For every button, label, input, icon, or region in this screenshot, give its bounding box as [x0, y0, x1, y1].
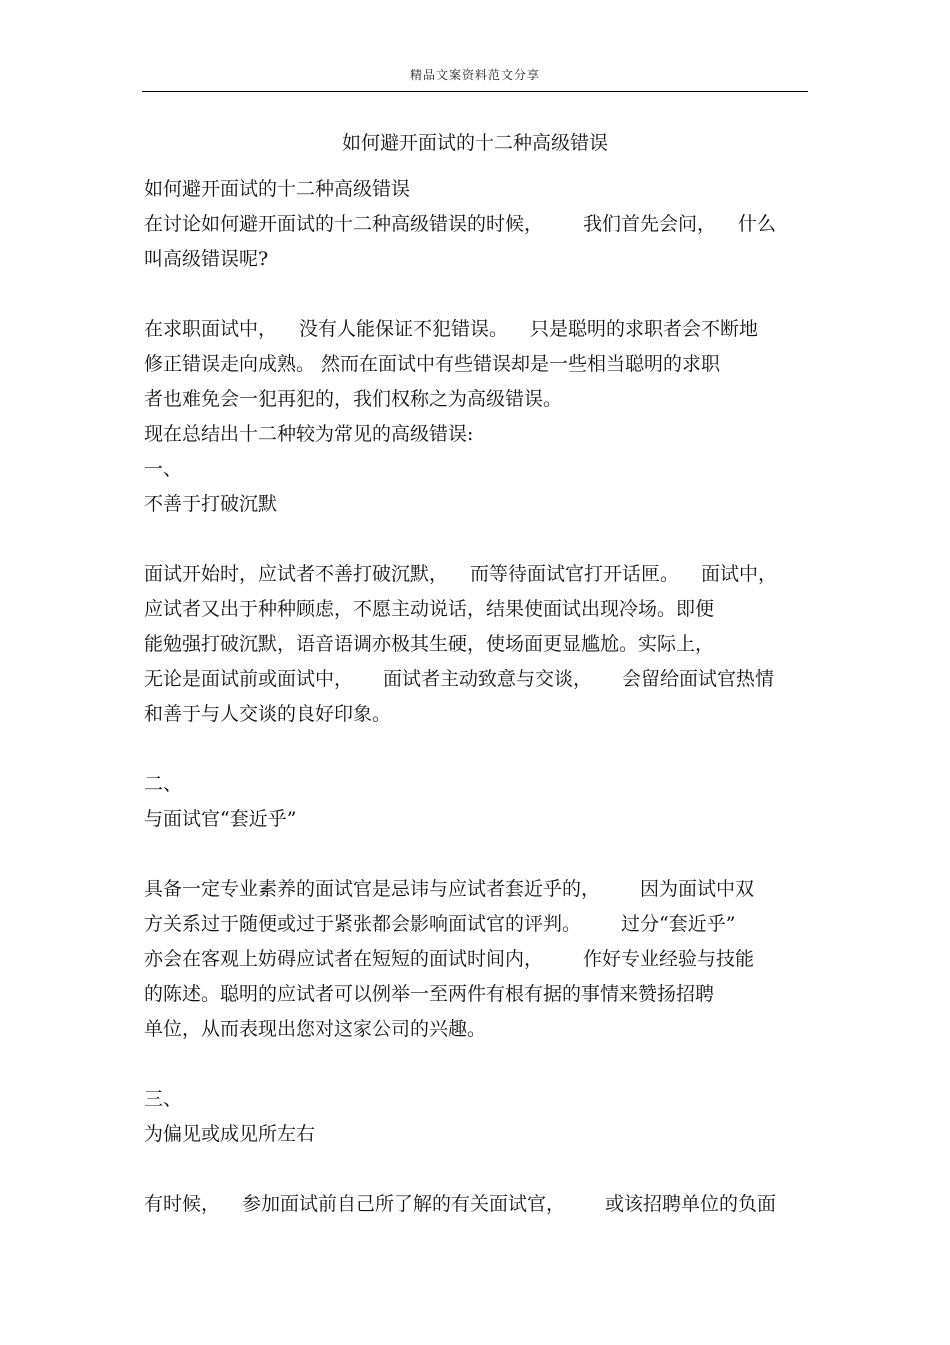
intro-text: 在讨论如何避开面试的十二种高级错误的时候， — [144, 213, 544, 235]
header-divider — [142, 91, 808, 92]
para-text: 没有人能保证不犯错误。 — [299, 318, 509, 340]
section3-number: 三、 — [144, 1088, 183, 1110]
para-text: 或该招聘单位的负面 — [605, 1193, 777, 1215]
paragraph-spacer — [144, 1152, 808, 1187]
para1-line-3: 者也难免会一犯再犯的，我们权称之为高级错误。 — [144, 388, 563, 410]
section1-heading: 不善于打破沉默 — [144, 493, 278, 515]
document-body — [144, 172, 808, 1222]
section1-line-4 — [144, 662, 808, 697]
para-text: 面试开始时，应试者不善打破沉默， — [144, 563, 449, 585]
running-header: 精品文案资料范文分享 — [409, 68, 540, 82]
para-text: 具备一定专业素养的面试官是忌讳与应试者套近乎的， — [144, 878, 601, 900]
paragraph-spacer — [144, 1047, 808, 1082]
para-text: 在求职面试中， — [144, 318, 278, 340]
para-text: 只是聪明的求职者会不断地 — [530, 318, 759, 340]
para-text: 过分“套近乎” — [621, 913, 736, 935]
document-subtitle: 如何避开面试的十二种高级错误 — [144, 178, 411, 200]
section3-heading: 为偏见或成见所左右 — [144, 1123, 316, 1145]
para-text: 因为面试中双 — [640, 878, 755, 900]
para-text: 亦会在客观上妨碍应试者在短短的面试时间内， — [144, 948, 544, 970]
section2-number: 二、 — [144, 773, 183, 795]
intro-text: 什么 — [738, 213, 777, 235]
para1-line-1 — [144, 312, 808, 347]
section3-line-1 — [144, 1187, 808, 1222]
paragraph-spacer — [144, 522, 808, 557]
intro-line-2: 叫高级错误呢? — [144, 248, 269, 270]
section1-line-2: 应试者又出于种种顾虑，不愿主动说话，结果使面试出现冷场。即便 — [144, 598, 715, 620]
para-text: 作好专业经验与技能 — [583, 948, 755, 970]
paragraph-spacer — [144, 277, 808, 312]
intro-text: 我们首先会问， — [583, 213, 717, 235]
para-text: 面试中， — [701, 563, 778, 585]
para1-line-4: 现在总结出十二种较为常见的高级错误: — [144, 423, 474, 445]
para-text: 有时候， — [144, 1193, 221, 1215]
section2-line-4: 的陈述。聪明的应试者可以例举一至两件有根有据的事情来赞扬招聘 — [144, 983, 715, 1005]
section1-line-5: 和善于与人交谈的良好印象。 — [144, 703, 392, 725]
section1-line-1 — [144, 557, 808, 592]
para-text: 无论是面试前或面试中， — [144, 668, 354, 690]
section2-line-1 — [144, 872, 808, 907]
para-text: 方关系过于随便或过于紧张都会影响面试官的评判。 — [144, 913, 582, 935]
section2-line-2 — [144, 907, 808, 942]
section2-line-3 — [144, 942, 808, 977]
para-text: 而等待面试官打开话匣。 — [470, 563, 680, 585]
para-text: 参加面试前自己所了解的有关面试官， — [242, 1193, 566, 1215]
section2-line-5: 单位，从而表现出您对这家公司的兴趣。 — [144, 1018, 487, 1040]
para-text: 会留给面试官热情 — [622, 668, 775, 690]
para1-line-2: 修正错误走向成熟。 然而在面试中有些错误却是一些相当聪明的求职 — [144, 353, 721, 375]
para-text: 面试者主动致意与交谈， — [383, 668, 593, 690]
section1-line-3: 能勉强打破沉默，语音语调亦极其生硬，使场面更显尴尬。实际上， — [144, 633, 715, 655]
paragraph-spacer — [144, 837, 808, 872]
section1-number: 一、 — [144, 458, 183, 480]
section2-heading: 与面试官“套近乎” — [144, 808, 297, 830]
paragraph-spacer — [144, 732, 808, 767]
intro-line-1 — [144, 207, 808, 242]
document-title: 如何避开面试的十二种高级错误 — [341, 132, 608, 154]
